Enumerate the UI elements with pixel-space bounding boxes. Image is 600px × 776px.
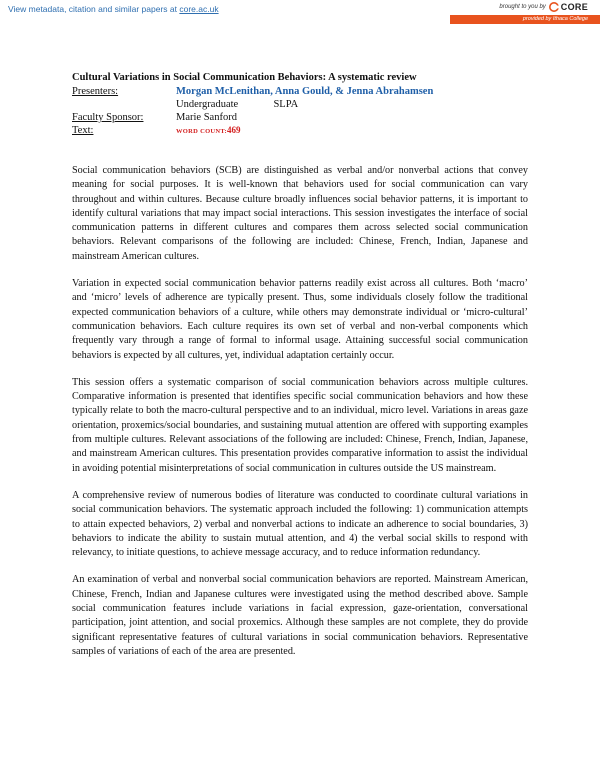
paragraph-5: An examination of verbal and nonverbal social communication behaviors are reported. Mainstream American, Chinese, French, Indian and Japanese cultures were investigated using the method described above. Sample social communication features include variations in facial expression, gaze-orientation, conversational participation, joint attention, and social proxemics. Although these samples are not complete, they do provide significant representative features of cultural variations in social communication behaviors. Representative samples of variations of each of the area are presented. bbox=[72, 574, 528, 657]
paper-title: Cultural Variations in Social Communication Behaviors: A systematic review bbox=[72, 72, 417, 83]
sponsor-name: Marie Sanford bbox=[176, 112, 237, 123]
word-count-label: WORD COUNT: bbox=[176, 128, 228, 135]
core-logo[interactable] bbox=[549, 2, 588, 12]
brought-by-text: brought to you by bbox=[499, 4, 546, 10]
paragraph-2: Variation in expected social communication behavior patterns readily exist across all cultures. Both ‘macro’ and ‘micro’ levels of adherence are typically present. Thus, some individuals closely follow the traditional expected communication behaviors of a culture, while others may demonstrate individual or ‘micro-cultural’ communication behaviors. Each culture requires its own set of verbal and non-verbal components which frequently vary through a range of formal to informal usage. Attaining successful social communication behaviors is expected by all cultures, yet, individual adaptation certainly occur. bbox=[72, 278, 528, 361]
paragraph-3: This session offers a systematic comparison of social communication behaviors across multiple cultures. Comparative information is presented that identifies specific social communication behaviors and how these typically relate to both the macro-cultural perspective and to an individual, micro level. Variations in areas gaze orientation, proxemics/social boundaries, and sustaining mutual attention are offered with supporting examples from multiple cultures. Relevant associations of the following are included: Chinese, French, Indian, Japanese, and mainstream American cultures. This presentation provides comparative information to assist the individual in avoiding potential misinterpretations of social communication in cultures outside the US mainstream. bbox=[72, 376, 528, 474]
provided-by-banner[interactable] bbox=[450, 15, 600, 24]
presenters-row bbox=[72, 86, 433, 97]
brought-to-you-by bbox=[499, 2, 588, 12]
text-label: Text: bbox=[72, 125, 94, 136]
core-top-bar bbox=[0, 0, 600, 24]
presenter-program: SLPA bbox=[273, 99, 299, 110]
word-count-value: 469 bbox=[227, 125, 241, 135]
core-logo-icon bbox=[549, 2, 559, 12]
paragraph-1: Social communication behaviors (SCB) are distinguished as verbal and/or nonverbal actions that convey meaning for social purposes. It is well-known that behaviors used for social communication can vary throughout and within cultures. Because culture broadly influences social behavior patterns, it is important to identify cultural variations that may impact social interactions. This session investigates the interface of social communication patterns in different cultures and compares them across selected social communication behaviors. Relevant comparisons of the following are included: Chinese, French, Indian, Japanese and mainstream American cultures. bbox=[72, 165, 528, 262]
core-metadata-link[interactable] bbox=[8, 4, 219, 14]
presenter-level: Undergraduate bbox=[176, 99, 239, 110]
abstract-body bbox=[72, 164, 528, 672]
sponsor-label: Faculty Sponsor: bbox=[72, 112, 144, 123]
core-logo-text: CORE bbox=[560, 2, 588, 12]
provided-by-text: provided by Ithaca College bbox=[522, 16, 588, 22]
paragraph-4: A comprehensive review of numerous bodies of literature was conducted to coordinate cultural variations in social communication behaviors. The systematic approach included the following: 1) communication attempts to attain expected behaviors, 2) verbal and nonverbal actions to indicate an adherence to social boundaries, 3) behaviors to indicate the ability to sustain mutual attention, and 4) the verbal social skills to respond with relevancy, to initiate questions, to achieve message accuracy, and to reduce information redundancy. bbox=[72, 489, 528, 559]
core-link-domain: core.ac.uk bbox=[179, 4, 219, 14]
presenters-label: Presenters: bbox=[72, 86, 119, 97]
text-row bbox=[72, 125, 241, 136]
core-link-prefix: View metadata, citation and similar papers at bbox=[8, 4, 180, 14]
presenters-names: Morgan McLenithan, Anna Gould, & Jenna Abrahamsen bbox=[176, 86, 434, 97]
presenter-level-row bbox=[176, 99, 298, 110]
sponsor-row bbox=[72, 112, 237, 123]
